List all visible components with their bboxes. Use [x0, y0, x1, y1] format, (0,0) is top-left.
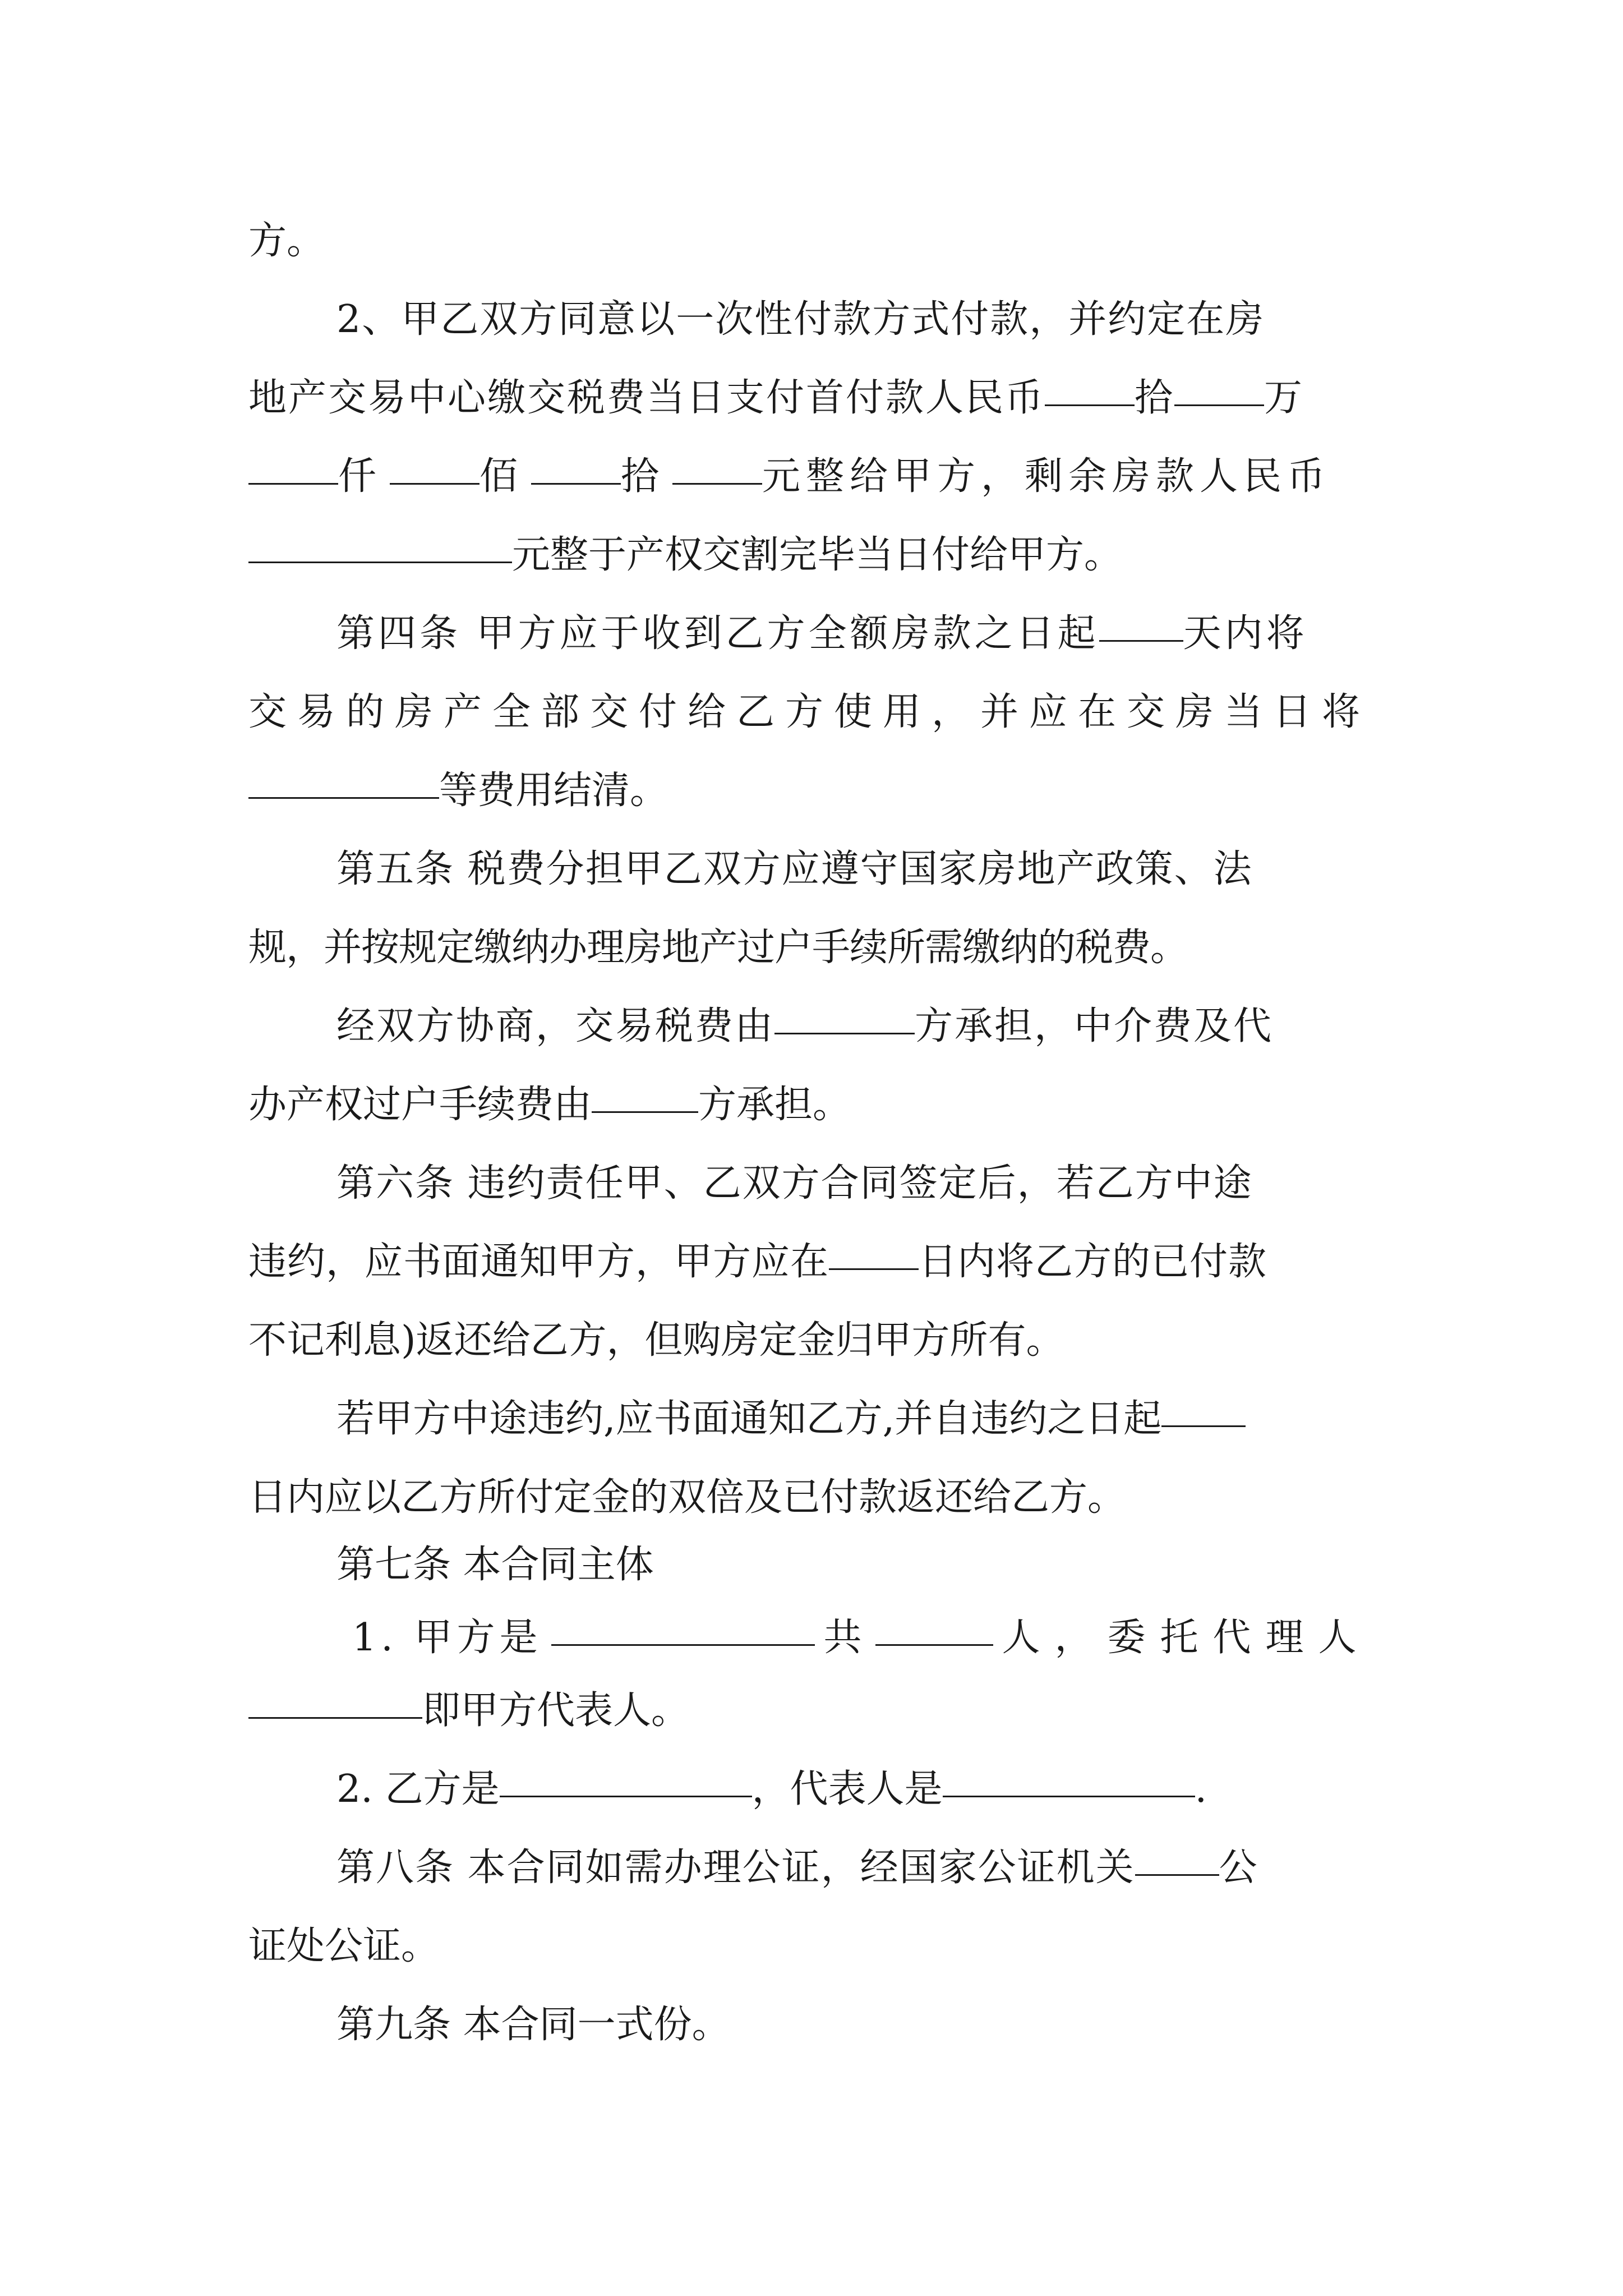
line-text: 公 — [1219, 1846, 1258, 1890]
text-line — [248, 1074, 1381, 1136]
line-text: 若甲方中途违约,应书面通知乙方,并自违约之日起 — [336, 1397, 1162, 1441]
fill-blank — [672, 444, 762, 485]
line-text: 等费用结清。 — [439, 769, 668, 813]
line-text: 第五条 税费分担甲乙双方应遵守国家房地产政策、法 — [336, 847, 1253, 891]
text-line — [248, 1680, 1381, 1742]
fill-blank — [1135, 1835, 1219, 1876]
line-text: 人，委托代理人 — [1002, 1616, 1371, 1660]
fill-blank — [248, 522, 512, 563]
line-text: 方承担，中介费及代 — [915, 1004, 1274, 1048]
line-text: 地产交易中心缴交税费当日支付首付款人民币 — [248, 376, 1045, 420]
line-text: 违约，应书面通知甲方，甲方应在 — [248, 1240, 829, 1284]
line-text: 元整于产权交割完毕当日付给甲方。 — [512, 533, 1123, 577]
text-line — [248, 524, 1381, 586]
fill-blank — [943, 1756, 1195, 1797]
fill-blank — [248, 444, 338, 485]
line-text: 证处公证。 — [248, 1924, 440, 1968]
fill-blank — [1161, 1386, 1246, 1427]
fill-blank — [1099, 601, 1183, 642]
fill-blank — [875, 1605, 993, 1646]
line-text: 天内将 — [1183, 611, 1308, 656]
line-text: 方。 — [248, 219, 325, 263]
line-text: 拾 — [621, 454, 665, 499]
line-text: 拾 — [1135, 376, 1175, 420]
line-text: 日内将乙方的已付款 — [919, 1240, 1267, 1284]
text-line — [248, 1231, 1381, 1293]
line-text: 经双方协商，交易税费由 — [336, 1004, 775, 1048]
line-text: . — [1195, 1767, 1207, 1811]
line-text: 办产权过户手续费由 — [248, 1083, 592, 1127]
text-line — [336, 1759, 1381, 1820]
line-text: 日内应以乙方所付定金的双倍及已付款返还给乙方。 — [248, 1475, 1126, 1520]
line-text: 仟 — [338, 454, 382, 499]
text-line — [248, 1916, 1381, 1977]
fill-blank — [531, 444, 621, 485]
line-text: 即甲方代表人。 — [422, 1688, 690, 1733]
line-text: 万 — [1264, 376, 1304, 420]
line-text: ，代表人是 — [751, 1767, 943, 1811]
text-line — [336, 839, 1381, 900]
text-line — [248, 1467, 1381, 1529]
text-line — [336, 1388, 1381, 1450]
line-text: 方承担。 — [698, 1083, 851, 1127]
text-line — [336, 1534, 1381, 1596]
line-text: 交易的房产全部交付给乙方使用，并应在交房当日将 — [248, 690, 1371, 734]
line-text: 第六条 违约责任甲、乙双方合同签定后，若乙方中途 — [336, 1161, 1253, 1205]
fill-blank — [1174, 365, 1264, 406]
line-text: 元整给甲方，剩余房款人民币 — [762, 454, 1331, 499]
text-line — [248, 1310, 1381, 1372]
fill-blank — [390, 444, 479, 485]
fill-blank — [592, 1072, 698, 1113]
text-line — [336, 996, 1381, 1057]
line-text: 不记利息)返还给乙方，但购房定金归甲方所有。 — [248, 1318, 1064, 1363]
fill-blank — [1045, 365, 1135, 406]
line-text: 第七条 本合同主体 — [336, 1543, 654, 1587]
fill-blank — [248, 758, 439, 799]
text-line — [352, 1607, 1381, 1669]
line-text: 第九条 本合同一式份。 — [336, 2003, 730, 2047]
text-line — [336, 1837, 1381, 1899]
text-line — [248, 446, 1381, 508]
line-text: 佰 — [479, 454, 524, 499]
text-line — [336, 603, 1381, 665]
line-text: 共 — [823, 1616, 866, 1660]
fill-blank — [248, 1678, 422, 1719]
line-text: 1. 甲方是 — [352, 1616, 542, 1660]
line-text: 第八条 本合同如需办理公证，经国家公证机关 — [336, 1846, 1135, 1890]
text-line — [248, 760, 1381, 822]
text-line — [336, 1994, 1381, 2056]
line-text: 2、甲乙双方同意以一次性付款方式付款，并约定在房 — [336, 297, 1265, 342]
line-text: 第四条 甲方应于收到乙方全额房款之日起 — [336, 611, 1099, 656]
text-line — [248, 210, 1381, 272]
line-text: 规，并按规定缴纳办理房地产过户手续所需缴纳的税费。 — [248, 926, 1188, 970]
fill-blank — [500, 1756, 752, 1797]
text-line — [248, 367, 1381, 429]
fill-blank — [774, 993, 915, 1034]
fill-blank — [551, 1605, 815, 1646]
text-line — [336, 289, 1381, 351]
text-line — [248, 682, 1381, 743]
line-text: 2. 乙方是 — [336, 1767, 500, 1811]
text-line — [248, 917, 1381, 979]
fill-blank — [829, 1229, 919, 1270]
text-line — [336, 1153, 1381, 1214]
